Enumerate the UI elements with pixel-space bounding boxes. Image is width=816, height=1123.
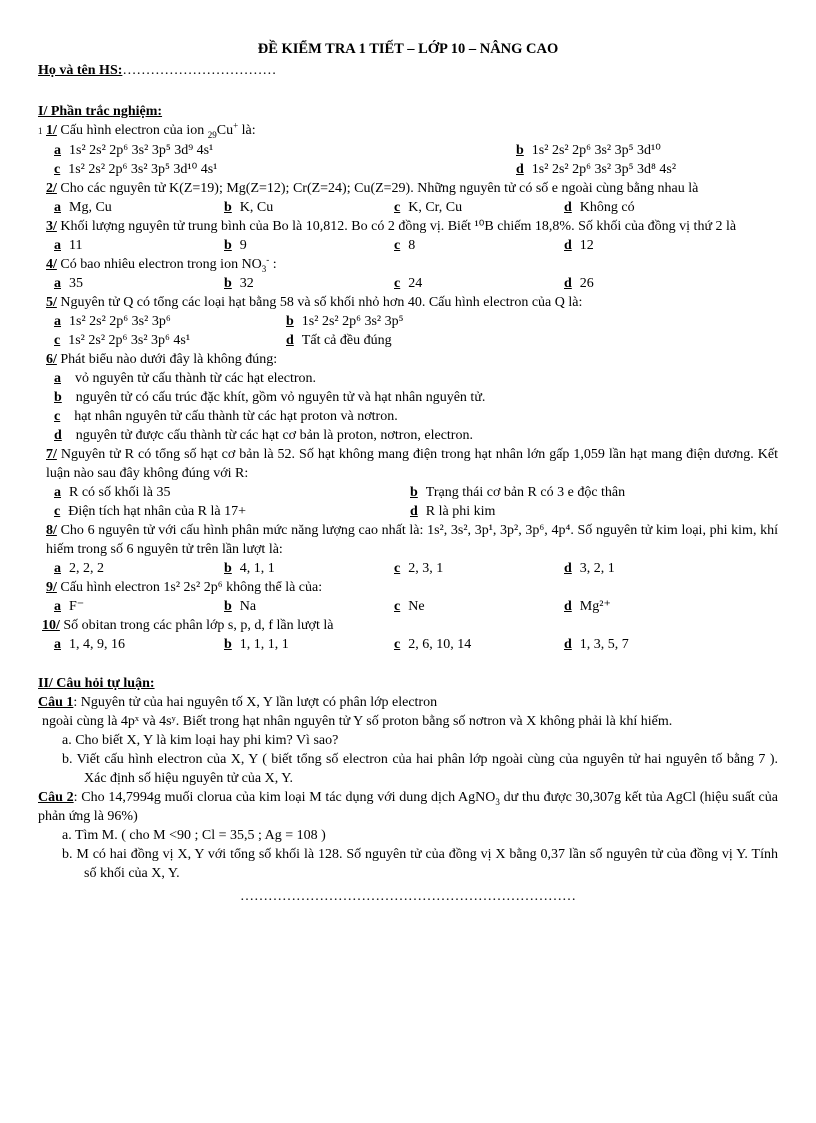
essay-question-1: Câu 1: Nguyên tử của hai nguyên tố X, Y lần lượt có phân lớp electron [38, 695, 438, 710]
question-7: 7/ Nguyên tử R có tổng số hạt cơ bản là 52. Số hạt không mang điện trong hạt nhân lớn gấp 1,059 lần hạt mang điện dương. Kết luận nào sau đây không đúng với R: [46, 447, 779, 481]
question-9: 9/ Cấu hình electron 1s² 2s² 2p⁶ không thể là của: [46, 580, 323, 595]
question-1-options-ab [38, 141, 778, 160]
essay-question-2-part-a: a. Tìm M. ( cho M <90 ; Cl = 35,5 ; Ag = 108 ) [62, 828, 326, 843]
question-5: 5/ Nguyên tử Q có tổng các loại hạt bằng 58 và số khối nhỏ hơn 40. Cấu hình electron của Q là: [46, 295, 583, 310]
question-8-options [38, 559, 778, 578]
question-10-options [38, 635, 778, 654]
option-d[interactable]: d Mg²⁺ [564, 599, 611, 614]
option-a[interactable]: a R có số khối là 35 [54, 485, 171, 500]
option-d[interactable]: d 12 [564, 238, 594, 253]
option-a[interactable]: a 11 [54, 238, 83, 253]
option-c[interactable]: c 2, 6, 10, 14 [394, 637, 472, 652]
option-b[interactable]: b 1, 1, 1, 1 [224, 637, 289, 652]
option-b[interactable]: b 9 [224, 238, 247, 253]
question-1-number: 1/ [46, 123, 57, 138]
option-b[interactable]: b Trạng thái cơ bản R có 3 e độc thân [410, 485, 626, 500]
option-c[interactable]: c 1s² 2s² 2p⁶ 3s² 3p⁵ 3d¹⁰ 4s¹ [54, 162, 218, 177]
question-5-options-ab [38, 312, 778, 331]
essay-question-1-part-b: b. Viết cấu hình electron của X, Y ( biết tổng số electron của hai phân lớp ngoài cùng của nguyên tử hai nguyên tố bằng 7 ). Xác định số hiệu nguyên tử của X, Y. [62, 752, 778, 786]
option-d[interactable]: d 1, 3, 5, 7 [564, 637, 629, 652]
option-a[interactable]: a 1, 4, 9, 16 [54, 637, 125, 652]
question-9-options [38, 597, 778, 616]
option-a[interactable]: a 35 [54, 276, 83, 291]
essay-question-1-continued: ngoài cùng là 4pˣ và 4sʸ. Biết trong hạt nhân nguyên tử Y số proton bằng số nơtron và X không phải là khí hiếm. [42, 714, 673, 729]
option-d[interactable]: d R là phi kim [410, 504, 496, 519]
question-7-options-cd [38, 502, 778, 521]
question-7-options-ab [38, 483, 778, 502]
essay-question-2-part-b: b. M có hai đồng vị X, Y với tổng số khối là 128. Số nguyên tử của đồng vị X bằng 0,37 lần số nguyên tử của đồng vị Y. Tính số khối của X, Y. [62, 847, 778, 881]
question-4: 4/ Có bao nhiêu electron trong ion $NO_3^-$ : [46, 254, 277, 274]
question-1-options-cd [38, 160, 778, 179]
option-d[interactable]: d Không có [564, 200, 635, 215]
option-c[interactable]: c 1s² 2s² 2p⁶ 3s² 3p⁶ 4s¹ [54, 333, 191, 348]
option-d[interactable]: d 3, 2, 1 [564, 561, 615, 576]
option-a[interactable]: a 1s² 2s² 2p⁶ 3s² 3p⁵ 3d⁹ 4s¹ [54, 143, 214, 158]
question-8: 8/ Cho 6 nguyên tử với cấu hình phân mức năng lượng cao nhất là: 1s², 3s², 3p¹, 3p², 3p⁶, 4p⁴. Số nguyên tử kim loại, phi kim, khí hiếm trong số 6 nguyên tử trên lần lượt là: [46, 523, 779, 557]
part2-title: II/ Câu hỏi tự luận: [38, 676, 155, 691]
option-c[interactable]: c 2, 3, 1 [394, 561, 444, 576]
option-b[interactable]: b 1s² 2s² 2p⁶ 3s² 3p⁵ 3d¹⁰ [516, 143, 661, 158]
option-c[interactable]: c 24 [394, 276, 423, 291]
part1-title: I/ Phần trắc nghiệm: [38, 104, 163, 119]
option-b[interactable]: b nguyên tử có cấu trúc đặc khít, gồm vỏ nguyên tử và hạt nhân nguyên tử. [54, 390, 486, 405]
option-a[interactable]: a 2, 2, 2 [54, 561, 104, 576]
option-d[interactable]: d 26 [564, 276, 594, 291]
exam-title: ĐỀ KIỂM TRA 1 TIẾT – LỚP 10 – NÂNG CAO [257, 41, 559, 57]
option-b[interactable]: b 32 [224, 276, 254, 291]
exam-page [38, 40, 778, 906]
option-d[interactable]: d nguyên tử được cấu thành từ các hạt cơ bản là proton, nơtron, electron. [54, 428, 473, 443]
question-4-options [38, 274, 778, 293]
option-c[interactable]: c K, Cr, Cu [394, 200, 463, 215]
question-6-options [38, 369, 778, 445]
option-a[interactable]: a F⁻ [54, 599, 85, 614]
essay-question-1-part-a: a. Cho biết X, Y là kim loại hay phi kim? Vì sao? [62, 733, 339, 748]
option-c[interactable]: c Điện tích hạt nhân của R là 17+ [54, 504, 247, 519]
option-b[interactable]: b 1s² 2s² 2p⁶ 3s² 3p⁵ [286, 314, 404, 329]
question-5-options-cd [38, 331, 778, 350]
option-b[interactable]: b 4, 1, 1 [224, 561, 275, 576]
end-dots: ……………………………………………………………… [240, 889, 576, 904]
question-2-options [38, 198, 778, 217]
question-2: 2/ Cho các nguyên tử K(Z=19); Mg(Z=12); Cr(Z=24); Cu(Z=29). Những nguyên tử có số e ngoài cùng bằng nhau là [46, 181, 699, 196]
name-label: Họ và tên HS: [38, 63, 123, 78]
question-3: 3/ Khối lượng nguyên tử trung bình của Bo là 10,812. Bo có 2 đồng vị. Biết ¹⁰B chiếm 18,8%. Số khối của đồng vị thứ 2 là [46, 219, 737, 234]
option-a[interactable]: a Mg, Cu [54, 200, 112, 215]
option-b[interactable]: b K, Cu [224, 200, 274, 215]
question-6: 6/ Phát biểu nào dưới đây là không đúng: [46, 352, 278, 367]
option-c[interactable]: c 8 [394, 238, 416, 253]
student-name-line [38, 61, 778, 80]
option-a[interactable]: a vỏ nguyên tử cấu thành từ các hạt electron. [54, 371, 317, 386]
option-c[interactable]: c hạt nhân nguyên tử cấu thành từ các hạt proton và nơtron. [54, 409, 398, 424]
option-d[interactable]: d Tất cả đều đúng [286, 333, 392, 348]
option-b[interactable]: b Na [224, 599, 257, 614]
option-a[interactable]: a 1s² 2s² 2p⁶ 3s² 3p⁶ [54, 314, 171, 329]
essay-question-2: Câu 2: Cho 14,7994g muối clorua của kim loại M tác dụng với dung dịch AgNO$_3$ dư thu được 30,307g kết tủa AgCl (hiệu suất của phản ứng là 96%) [38, 790, 778, 824]
question-10: 10/ Số obitan trong các phân lớp s, p, d, f lần lượt là [42, 618, 334, 633]
option-d[interactable]: d 1s² 2s² 2p⁶ 3s² 3p⁵ 3d⁸ 4s² [516, 162, 677, 177]
question-1: 1 1/ Cấu hình electron của ion $_{29}$Cu+ là: [38, 120, 256, 140]
name-dots: …………………………… [122, 63, 277, 78]
question-3-options [38, 236, 778, 255]
option-c[interactable]: c Ne [394, 599, 425, 614]
